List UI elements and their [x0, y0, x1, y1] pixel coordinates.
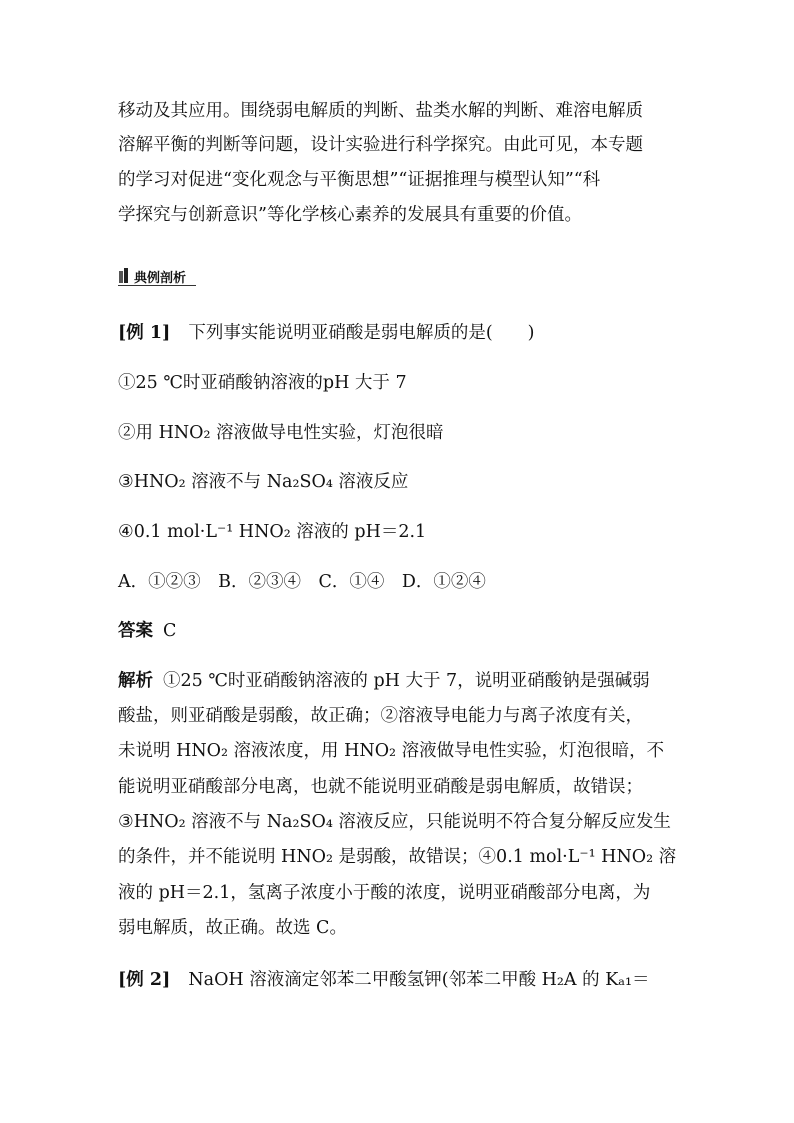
analysis-line-2: 酸盐，则亚硝酸是弱酸，故正确；②溶液导电能力与离子浓度有关， [118, 706, 643, 726]
example-1-item-3: ③HNO₂ 溶液不与 Na₂SO₄ 溶液反应 [118, 472, 409, 492]
analysis-line-5: ③HNO₂ 溶液不与 Na₂SO₄ 溶液反应，只能说明不符合复分解反应发生 [118, 812, 671, 832]
intro-line-1: 移动及其应用。围绕弱电解质的判断、盐类水解的判断、难溶电解质 [118, 101, 643, 121]
analysis-line-6: 的条件，并不能说明 HNO₂ 是弱酸，故错误；④0.1 mol·L⁻¹ HNO₂ 溶 [118, 847, 677, 867]
example-1-tag: [例 1] [118, 323, 171, 343]
answer-value: C [163, 621, 177, 641]
example-1-item-4: ④0.1 mol·L⁻¹ HNO₂ 溶液的 pH＝2.1 [118, 522, 427, 542]
section-title: 典例剖析 [134, 271, 187, 286]
intro-line-3: 的学习对促进“变化观念与平衡思想”“证据推理与模型认知”“科 [118, 170, 601, 190]
analysis-line-8: 弱电解质，故正确。故选 C。 [118, 918, 347, 938]
analysis-text-1: ①25 ℃时亚硝酸钠溶液的 pH 大于 7，说明亚硝酸钠是强碱弱 [163, 671, 650, 691]
analysis-line-3: 未说明 HNO₂ 溶液浓度，用 HNO₂ 溶液做导电性实验，灯泡很暗，不 [118, 741, 665, 761]
example-1-question: 下列事实能说明亚硝酸是弱电解质的是( ) [188, 323, 535, 343]
section-underline [118, 285, 196, 286]
example-1-answer [118, 620, 684, 642]
example-1-item-2: ②用 HNO₂ 溶液做导电性实验，灯泡很暗 [118, 423, 444, 443]
analysis-line-4: 能说明亚硝酸部分电离，也就不能说明亚硝酸是弱电解质，故错误； [118, 777, 643, 797]
example-1-options: A．①②③ B．②③④ C．①④ D．①②④ [118, 572, 486, 592]
intro-line-2: 溶解平衡的判断等问题，设计实验进行科学探究。由此可见，本专题 [118, 135, 643, 155]
answer-label: 答案 [118, 621, 153, 641]
example-1-header [118, 322, 684, 344]
section-heading [118, 266, 196, 286]
example-1-item-1: ①25 ℃时亚硝酸钠溶液的pH 大于 7 [118, 373, 407, 393]
example-2-tag: [例 2] [118, 970, 171, 990]
section-marker-icon [118, 268, 130, 284]
analysis-line-1 [118, 670, 684, 692]
analysis-label: 解析 [118, 671, 153, 691]
intro-line-4: 学探究与创新意识”等化学核心素养的发展具有重要的价值。 [118, 205, 582, 225]
example-2-question: NaOH 溶液滴定邻苯二甲酸氢钾(邻苯二甲酸 H₂A 的 Kₐ₁＝ [188, 970, 650, 990]
example-2-header [118, 969, 684, 991]
analysis-line-7: 液的 pH＝2.1，氢离子浓度小于酸的浓度，说明亚硝酸部分电离，为 [118, 883, 651, 903]
